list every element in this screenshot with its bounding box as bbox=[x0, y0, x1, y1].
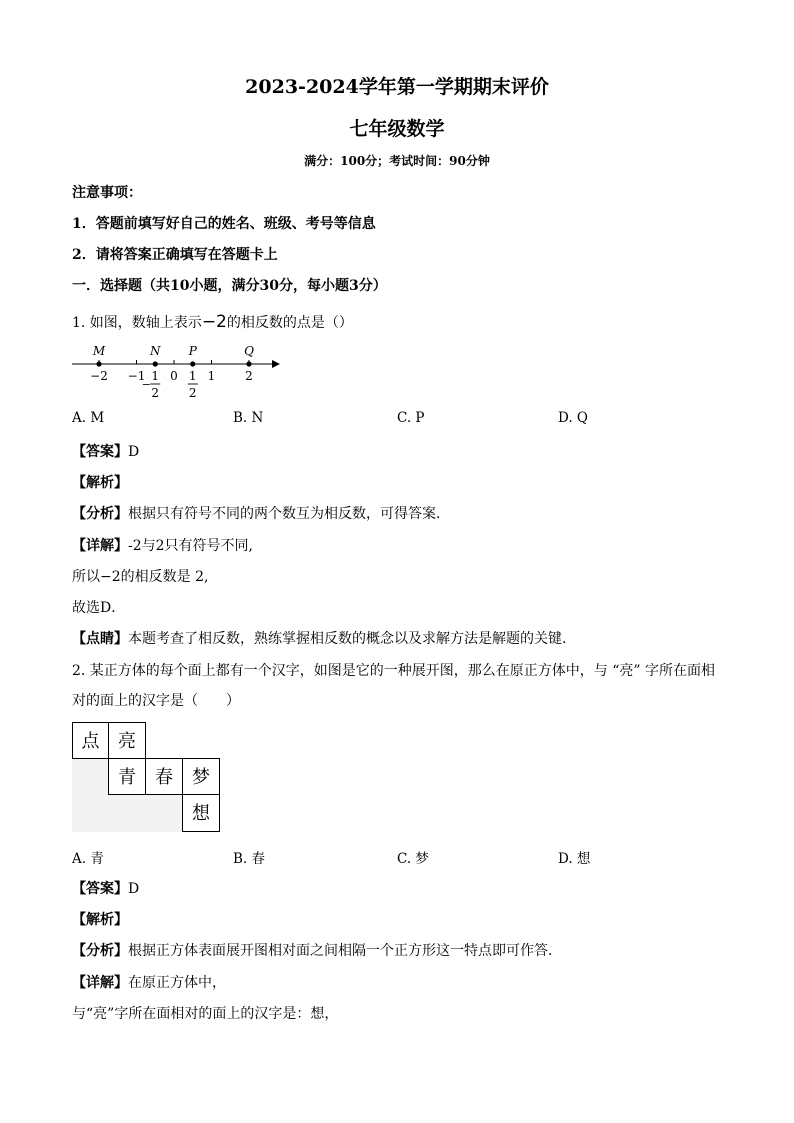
fenxi-text: 根据只有符号不同的两个数互为相反数，可得答案． bbox=[128, 506, 450, 522]
fenxi-text: 根据正方体表面展开图相对面之间相隔一个正方形这一特点即可作答． bbox=[128, 943, 562, 959]
answer-tag: 【答案】 bbox=[72, 881, 128, 897]
q2-option-b: B. 春 bbox=[233, 851, 266, 867]
q2-line2: 与“亮”字所在面相对的面上的汉字是：想， bbox=[72, 1006, 339, 1022]
net-char-2: 亮 bbox=[118, 731, 136, 752]
fraction-numerator: 1 bbox=[188, 369, 197, 383]
fenxi-tag: 【分析】 bbox=[72, 506, 128, 522]
number-line-figure bbox=[68, 338, 288, 404]
xiangjie-text: 在原正方体中， bbox=[128, 975, 226, 991]
point-marker bbox=[246, 361, 251, 366]
dianjing-text: 本题考查了相反数，熟练掌握相反数的概念以及求解方法是解题的关键. bbox=[128, 631, 567, 647]
q1-analysis-tag: 【解析】 bbox=[72, 475, 128, 491]
q1-option-c: C. P bbox=[397, 410, 425, 426]
q1-option-b: B. N bbox=[233, 410, 264, 426]
dianjing-tag: 【点睛】 bbox=[72, 631, 128, 647]
point-label: N bbox=[150, 344, 161, 358]
cube-net-figure bbox=[72, 722, 224, 834]
fraction-numerator: 1 bbox=[151, 369, 160, 383]
xiangjie-text: -2与2只有符号不同, bbox=[128, 538, 253, 554]
q1-stem-num: −2 bbox=[201, 312, 227, 332]
page-title: 2023-2024学年第一学期期末评价 bbox=[245, 76, 549, 98]
point-label: Q bbox=[244, 344, 254, 358]
point-label: M bbox=[92, 344, 106, 358]
q1-option-d: D. Q bbox=[558, 410, 588, 426]
notice-item-2: 2．请将答案正确填写在答题卡上 bbox=[72, 247, 278, 263]
q1-line3: 故选D． bbox=[72, 600, 126, 616]
xiangjie-tag: 【详解】 bbox=[72, 975, 128, 991]
tick-label: 0 bbox=[170, 369, 178, 383]
net-char-3: 青 bbox=[118, 767, 136, 788]
q2-answer bbox=[72, 878, 139, 898]
fenxi-tag: 【分析】 bbox=[72, 943, 128, 959]
answer-value: D bbox=[128, 444, 140, 460]
fraction-sign: − bbox=[141, 378, 151, 391]
notice-heading: 注意事项： bbox=[72, 185, 142, 201]
q2-option-d: D. 想 bbox=[558, 851, 591, 867]
tick-label: 1 bbox=[207, 369, 216, 383]
q1-answer bbox=[72, 441, 139, 461]
point-marker bbox=[153, 361, 158, 366]
q2-fenxi bbox=[72, 940, 562, 960]
q1-stem-after: 的相反数的点是（） bbox=[226, 315, 353, 331]
tick-label: 2 bbox=[245, 369, 253, 383]
point-label: P bbox=[188, 344, 197, 358]
q2-stem-line1: 2. 某正方体的每个面上都有一个汉字，如图是它的一种展开图，那么在原正方体中，与 “亮” 字所在面相 bbox=[72, 663, 716, 679]
arrow-icon bbox=[272, 360, 280, 368]
net-char-4: 春 bbox=[155, 767, 173, 788]
q1-option-a: A. M bbox=[72, 410, 105, 426]
grade-title: 七年级数学 bbox=[349, 118, 445, 140]
q2-analysis-tag: 【解析】 bbox=[72, 912, 128, 928]
net-char-1: 点 bbox=[81, 731, 100, 752]
q2-option-a: A. 青 bbox=[72, 851, 104, 867]
net-char-5: 梦 bbox=[192, 767, 210, 788]
q1-stem-before: 1. 如图，数轴上表示 bbox=[72, 315, 202, 331]
q2-stem-line2: 对的面上的汉字是（ ） bbox=[72, 693, 240, 709]
q1-stem bbox=[72, 312, 353, 332]
q1-dianjing bbox=[72, 628, 566, 648]
xiangjie-tag: 【详解】 bbox=[72, 538, 128, 554]
q2-option-c: C. 梦 bbox=[397, 851, 429, 867]
q2-xiangjie bbox=[72, 972, 226, 992]
answer-tag: 【答案】 bbox=[72, 444, 128, 460]
point-marker bbox=[190, 361, 195, 366]
answer-value: D bbox=[128, 881, 140, 897]
q1-xiangjie bbox=[72, 535, 253, 555]
point-marker bbox=[96, 361, 101, 366]
notice-item-1: 1．答题前填写好自己的姓名、班级、考号等信息 bbox=[72, 216, 376, 232]
fraction-denominator: 2 bbox=[188, 386, 197, 400]
tick-label: −1 bbox=[127, 369, 146, 383]
fraction-denominator: 2 bbox=[151, 386, 160, 400]
q1-line2: 所以−2的相反数是 2, bbox=[72, 569, 209, 585]
section-heading: 一．选择题（共10小题，满分30分，每小题3分） bbox=[72, 278, 387, 294]
exam-meta: 满分：100分；考试时间：90分钟 bbox=[304, 154, 490, 168]
net-char-6: 想 bbox=[192, 803, 210, 824]
q1-fenxi bbox=[72, 503, 450, 523]
tick-label: −2 bbox=[90, 369, 108, 383]
